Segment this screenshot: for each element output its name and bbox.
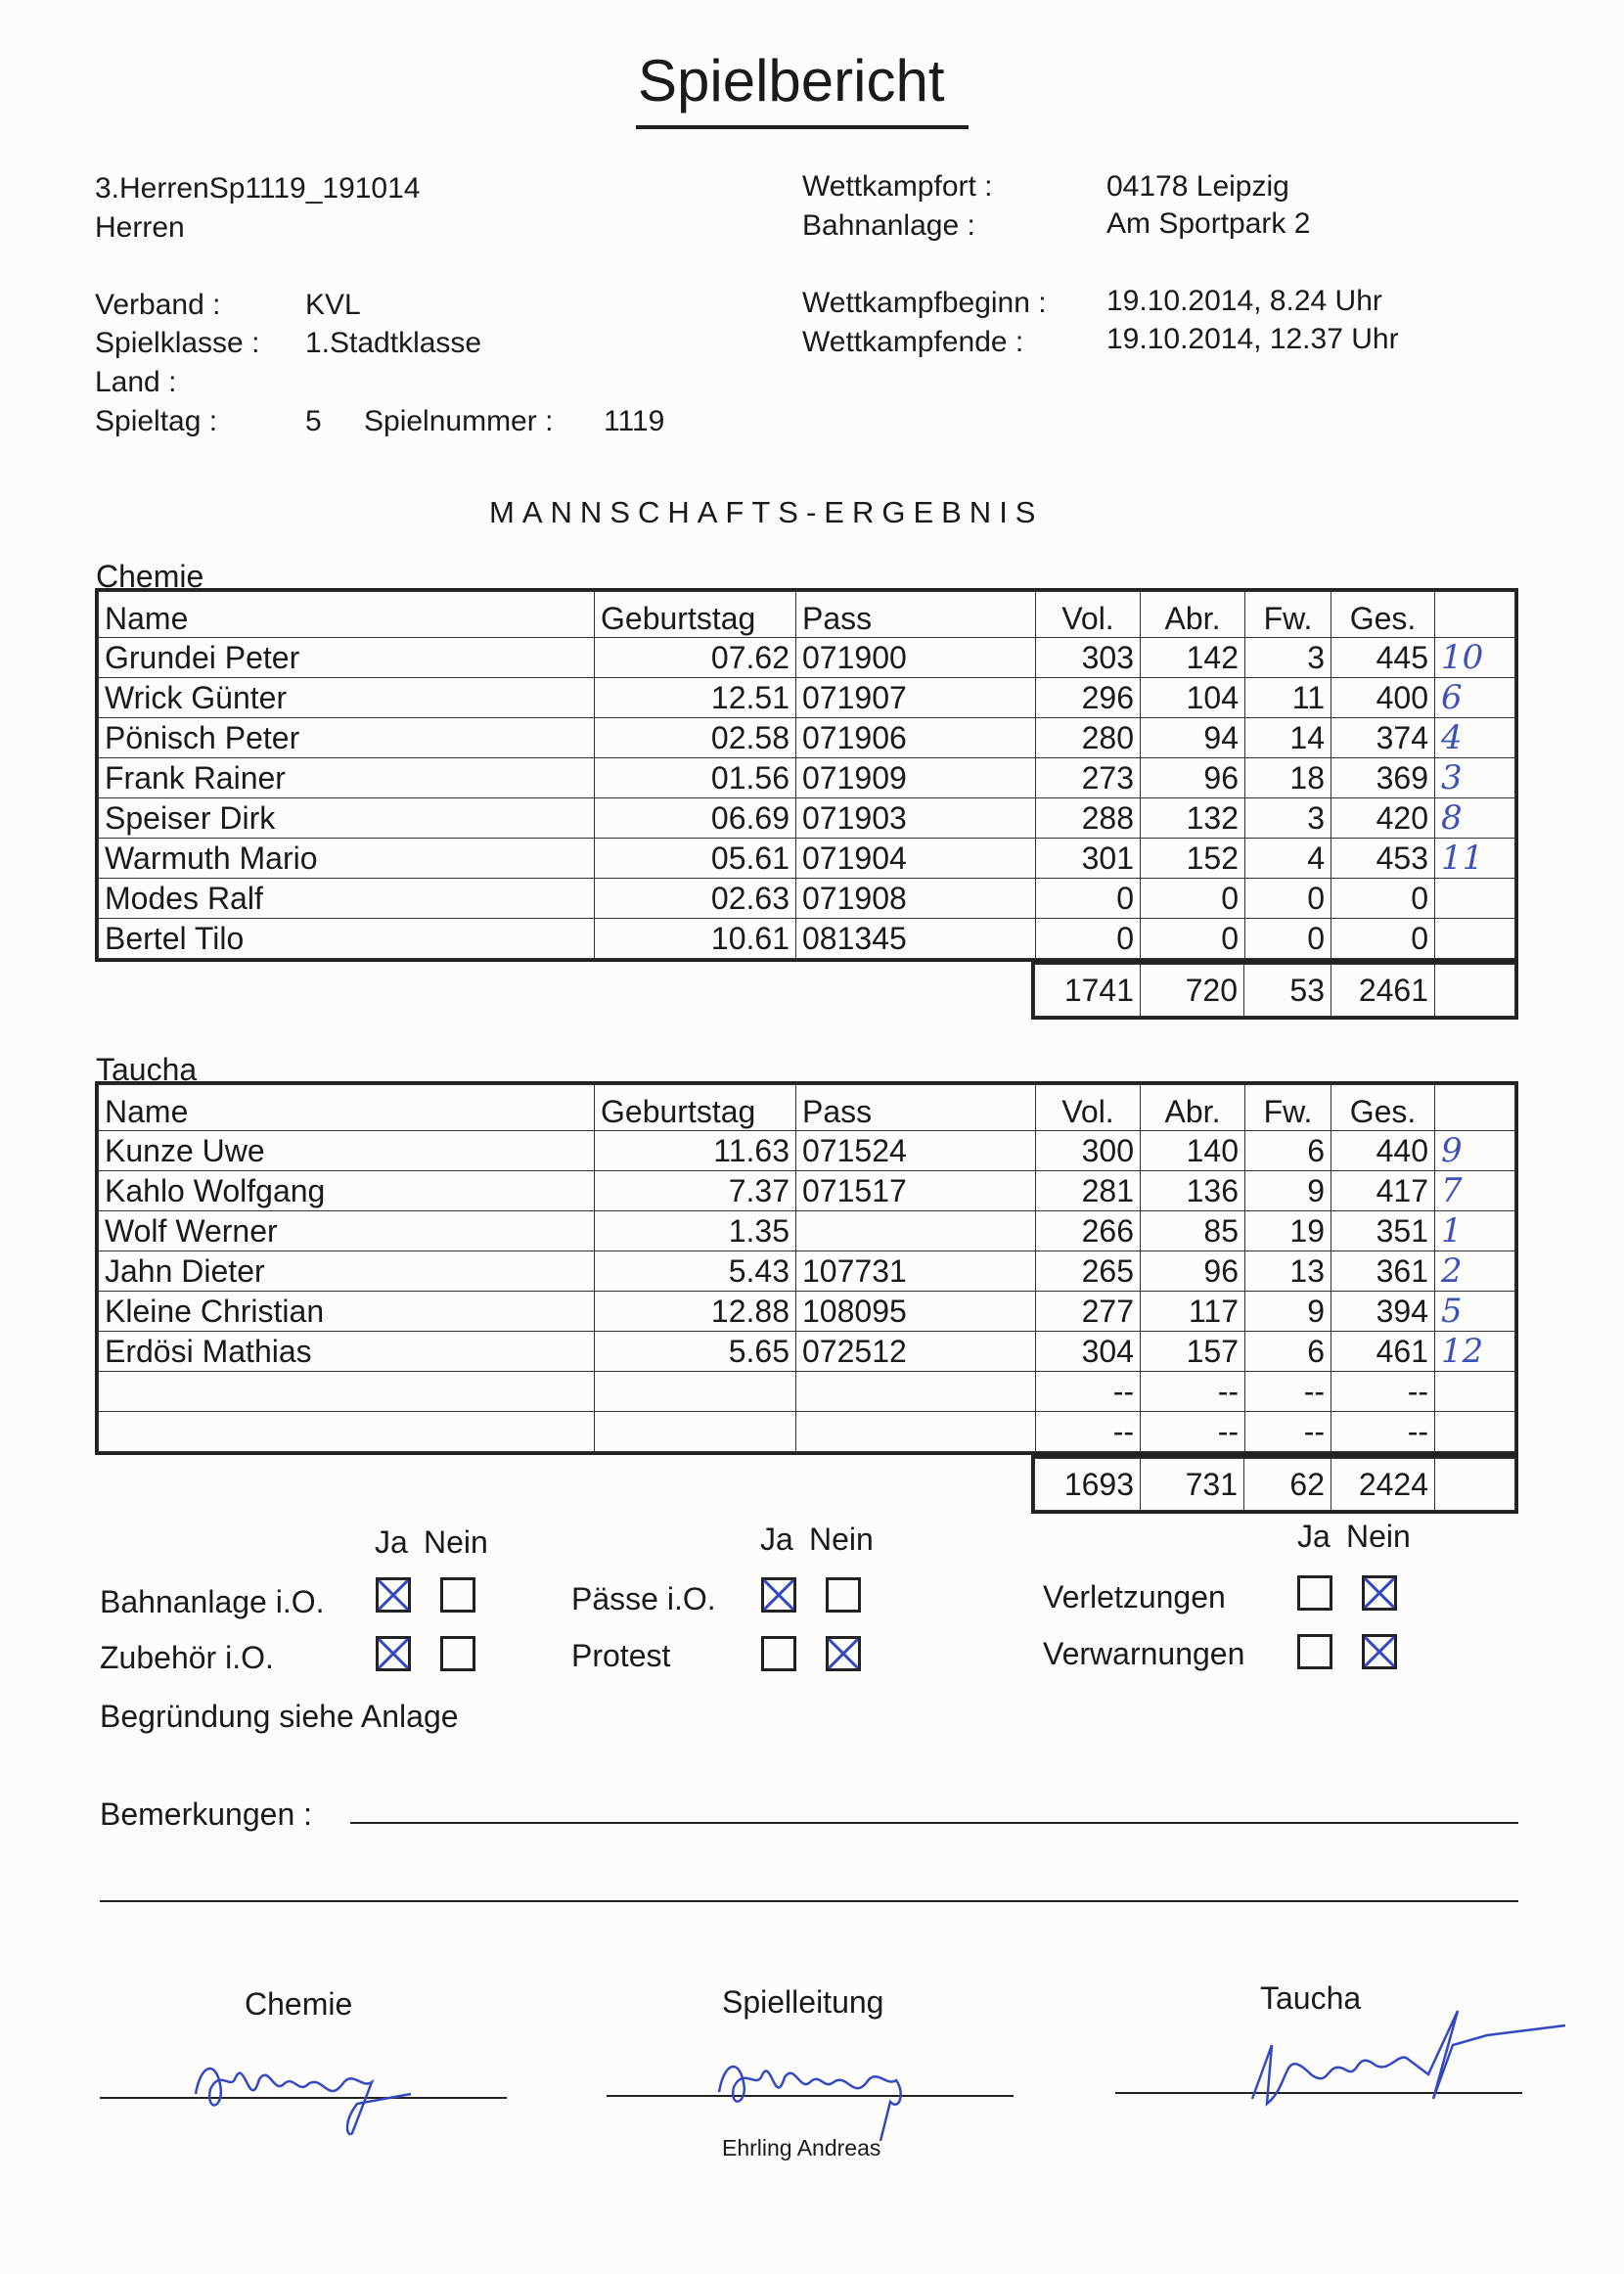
begruendung-text: Begründung siehe Anlage [100,1699,459,1734]
player-vol: 273 [1036,758,1141,798]
player-abr: 96 [1141,1251,1245,1292]
player-vol: 277 [1036,1292,1141,1332]
team-name-away: Taucha [96,1052,198,1087]
player-rank-handwritten: 3 [1435,758,1515,798]
table-row [99,678,1515,718]
verband-value: KVL [305,289,361,321]
check-label-paesse: Pässe i.O. [571,1581,716,1616]
table-row [99,718,1515,758]
player-abr: 152 [1141,839,1245,879]
player-abr: 157 [1141,1332,1245,1372]
signature-label-home: Chemie [245,1986,353,2022]
player-name [99,1372,595,1412]
player-vol: 304 [1036,1332,1141,1372]
table-row [99,1211,1515,1251]
team-name-home: Chemie [96,559,204,594]
wettkampfort-label: Wettkampfort : [802,170,993,203]
spieltag-value: 5 [305,405,322,437]
player-abr: -- [1141,1372,1245,1412]
player-abr: 140 [1141,1131,1245,1171]
table-row [99,638,1515,678]
player-fw: 9 [1245,1171,1331,1211]
player-name: Wrick Günter [99,678,595,718]
player-vol: 280 [1036,718,1141,758]
table-row [99,839,1515,879]
player-ges: 374 [1331,718,1435,758]
player-ges: -- [1331,1372,1435,1412]
player-pass: 071524 [796,1131,1036,1171]
verletzungen-nein-checkbox[interactable] [1362,1575,1397,1611]
player-vol: 266 [1036,1211,1141,1251]
player-pass: 071904 [796,839,1036,879]
player-birthday: 02.63 [595,879,796,919]
player-rank-handwritten [1435,1412,1515,1452]
ja-header-col2: Ja [760,1522,793,1557]
zubehoer-nein-checkbox[interactable] [440,1636,475,1671]
player-vol: 0 [1036,919,1141,959]
wettkampfort-value: 04178 Leipzig [1106,170,1289,203]
spielklasse-label: Spielklasse : [95,327,260,359]
player-ges: 0 [1331,919,1435,959]
player-abr: 96 [1141,758,1245,798]
player-vol: 265 [1036,1251,1141,1292]
player-vol: 281 [1036,1171,1141,1211]
player-birthday: 05.61 [595,839,796,879]
player-fw: 14 [1245,718,1331,758]
player-rank-handwritten [1435,1372,1515,1412]
column-header: Pass [796,1085,1036,1131]
bahnanlage-value: Am Sportpark 2 [1106,207,1311,240]
bemerkungen-label: Bemerkungen : [100,1796,313,1832]
player-pass: 072512 [796,1332,1036,1372]
player-birthday: 1.35 [595,1211,796,1251]
rank-header [1435,592,1515,638]
player-name: Bertel Tilo [99,919,595,959]
table-row [99,1412,1515,1452]
bahnanlage-nein-checkbox[interactable] [440,1577,475,1613]
player-rank-handwritten: 12 [1435,1332,1515,1372]
column-header: Fw. [1245,1085,1331,1131]
player-fw: 3 [1245,798,1331,839]
total-abr: 720 [1141,965,1244,1017]
column-header: Abr. [1141,592,1245,638]
spielnummer-value: 1119 [604,405,665,437]
player-name: Warmuth Mario [99,839,595,879]
player-fw: 6 [1245,1332,1331,1372]
player-pass: 071907 [796,678,1036,718]
player-birthday: 06.69 [595,798,796,839]
player-birthday [595,1412,796,1452]
signature-label-official: Spielleitung [722,1984,884,2020]
results-table-away [98,1084,1515,1452]
ende-label: Wettkampfende : [802,326,1024,358]
player-fw: 0 [1245,919,1331,959]
player-ges: 453 [1331,839,1435,879]
total-vol: 1741 [1035,965,1141,1017]
player-rank-handwritten: 4 [1435,718,1515,758]
player-name: Kunze Uwe [99,1131,595,1171]
player-fw: -- [1245,1372,1331,1412]
player-abr: 136 [1141,1171,1245,1211]
player-birthday: 10.61 [595,919,796,959]
player-name: Wolf Werner [99,1211,595,1251]
column-header: Vol. [1036,1085,1141,1131]
player-rank-handwritten: 9 [1435,1131,1515,1171]
player-pass: 071909 [796,758,1036,798]
column-header: Pass [796,592,1036,638]
player-pass: 108095 [796,1292,1036,1332]
player-abr: -- [1141,1412,1245,1452]
category: Herren [95,211,185,244]
paesse-nein-checkbox[interactable] [826,1577,861,1613]
total-fw: 62 [1244,1459,1331,1511]
player-vol: 288 [1036,798,1141,839]
player-rank-handwritten: 5 [1435,1292,1515,1332]
player-birthday [595,1372,796,1412]
column-header: Vol. [1036,592,1141,638]
player-abr: 0 [1141,879,1245,919]
player-vol: 303 [1036,638,1141,678]
player-ges: 420 [1331,798,1435,839]
check-label-zubehoer: Zubehör i.O. [100,1640,274,1675]
zubehoer-ja-checkbox[interactable] [376,1636,411,1671]
column-header: Ges. [1331,592,1435,638]
total-empty [1435,1459,1515,1511]
player-name: Pönisch Peter [99,718,595,758]
player-abr: 0 [1141,919,1245,959]
nein-header-col2: Nein [809,1522,874,1557]
total-vol: 1693 [1035,1459,1141,1511]
bahnanlage-label: Bahnanlage : [802,209,975,242]
player-rank-handwritten [1435,919,1515,959]
player-name: Erdösi Mathias [99,1332,595,1372]
signature-label-away: Taucha [1260,1980,1362,2016]
player-name: Frank Rainer [99,758,595,798]
player-birthday: 01.56 [595,758,796,798]
column-header: Fw. [1245,592,1331,638]
table-row [99,1332,1515,1372]
total-abr: 731 [1141,1459,1244,1511]
protest-ja-checkbox[interactable] [761,1636,796,1671]
player-rank-handwritten: 7 [1435,1171,1515,1211]
player-fw: 0 [1245,879,1331,919]
bahnanlage-ja-checkbox[interactable] [376,1577,411,1613]
player-vol: 301 [1036,839,1141,879]
bemerkungen-line-2[interactable] [100,1900,1518,1902]
player-pass [796,1372,1036,1412]
ende-value: 19.10.2014, 12.37 Uhr [1106,323,1399,355]
player-name: Jahn Dieter [99,1251,595,1292]
player-ges: 0 [1331,879,1435,919]
player-birthday: 02.58 [595,718,796,758]
player-pass: 071517 [796,1171,1036,1211]
bemerkungen-line-1[interactable] [350,1822,1518,1824]
spielklasse-value: 1.Stadtklasse [305,327,482,359]
player-name [99,1412,595,1452]
player-birthday: 5.43 [595,1251,796,1292]
table-row [99,1251,1515,1292]
column-header: Ges. [1331,1085,1435,1131]
player-fw: 19 [1245,1211,1331,1251]
check-label-verwarnungen: Verwarnungen [1043,1636,1245,1671]
player-pass: 081345 [796,919,1036,959]
check-label-bahnanlage: Bahnanlage i.O. [100,1584,325,1619]
table-header-row [99,1085,1515,1131]
table-row [99,1372,1515,1412]
totals-table-home [1034,964,1515,1017]
signature-away [1233,2006,1575,2114]
protest-nein-checkbox[interactable] [826,1636,861,1671]
ja-header-col1: Ja [375,1524,408,1560]
player-fw: 9 [1245,1292,1331,1332]
player-birthday: 12.51 [595,678,796,718]
player-name: Kleine Christian [99,1292,595,1332]
player-vol: 296 [1036,678,1141,718]
player-abr: 142 [1141,638,1245,678]
verletzungen-ja-checkbox[interactable] [1297,1575,1332,1611]
land-label: Land : [95,366,177,398]
player-fw: 6 [1245,1131,1331,1171]
player-abr: 85 [1141,1211,1245,1251]
player-vol: 0 [1036,879,1141,919]
player-rank-handwritten [1435,879,1515,919]
verwarnungen-nein-checkbox[interactable] [1362,1634,1397,1669]
player-ges: 351 [1331,1211,1435,1251]
player-pass: 071906 [796,718,1036,758]
player-pass: 071903 [796,798,1036,839]
player-birthday: 12.88 [595,1292,796,1332]
player-rank-handwritten: 11 [1435,839,1515,879]
player-abr: 94 [1141,718,1245,758]
check-label-protest: Protest [571,1638,671,1673]
player-ges: 440 [1331,1131,1435,1171]
player-ges: 394 [1331,1292,1435,1332]
paesse-ja-checkbox[interactable] [761,1577,796,1613]
table-header-row [99,592,1515,638]
table-row [99,1292,1515,1332]
title-underline [636,125,969,129]
nein-header-col1: Nein [424,1524,488,1560]
player-fw: 3 [1245,638,1331,678]
table-row [99,798,1515,839]
player-rank-handwritten: 2 [1435,1251,1515,1292]
player-ges: 361 [1331,1251,1435,1292]
rank-header [1435,1085,1515,1131]
player-pass: 071900 [796,638,1036,678]
player-pass: 107731 [796,1251,1036,1292]
signature-official [704,2033,959,2141]
player-ges: 417 [1331,1171,1435,1211]
player-fw: -- [1245,1412,1331,1452]
player-name: Speiser Dirk [99,798,595,839]
table-row [99,1131,1515,1171]
player-ges: -- [1331,1412,1435,1452]
beginn-label: Wettkampfbeginn : [802,287,1047,319]
signature-home [176,2035,430,2143]
spielnummer-label: Spielnummer : [364,405,554,437]
match-code: 3.HerrenSp1119_191014 [95,172,421,205]
total-fw: 53 [1244,965,1331,1017]
player-vol: -- [1036,1372,1141,1412]
table-row [99,879,1515,919]
player-abr: 117 [1141,1292,1245,1332]
player-fw: 11 [1245,678,1331,718]
table-row [99,919,1515,959]
player-pass [796,1211,1036,1251]
total-ges: 2461 [1331,965,1435,1017]
table-row [99,1171,1515,1211]
player-ges: 445 [1331,638,1435,678]
player-name: Grundei Peter [99,638,595,678]
spieltag-label: Spieltag : [95,405,218,437]
column-header: Geburtstag [595,592,796,638]
column-header: Geburtstag [595,1085,796,1131]
player-abr: 104 [1141,678,1245,718]
column-header: Name [99,1085,595,1131]
ja-header-col3: Ja [1297,1519,1331,1554]
player-ges: 400 [1331,678,1435,718]
totals-table-away [1034,1458,1515,1511]
column-header: Name [99,592,595,638]
verwarnungen-ja-checkbox[interactable] [1297,1634,1332,1669]
player-rank-handwritten: 6 [1435,678,1515,718]
player-name: Modes Ralf [99,879,595,919]
player-ges: 369 [1331,758,1435,798]
player-vol: -- [1036,1412,1141,1452]
verband-label: Verband : [95,289,221,321]
player-birthday: 5.65 [595,1332,796,1372]
nein-header-col3: Nein [1346,1519,1411,1554]
total-empty [1435,965,1515,1017]
player-fw: 13 [1245,1251,1331,1292]
results-table-home [98,591,1515,959]
player-rank-handwritten: 8 [1435,798,1515,839]
check-label-verletzungen: Verletzungen [1043,1579,1226,1615]
player-rank-handwritten: 1 [1435,1211,1515,1251]
player-abr: 132 [1141,798,1245,839]
player-ges: 461 [1331,1332,1435,1372]
player-birthday: 7.37 [595,1171,796,1211]
player-vol: 300 [1036,1131,1141,1171]
official-name: Ehrling Andreas [722,2135,881,2160]
player-fw: 4 [1245,839,1331,879]
column-header: Abr. [1141,1085,1245,1131]
player-fw: 18 [1245,758,1331,798]
player-name: Kahlo Wolfgang [99,1171,595,1211]
table-row [99,758,1515,798]
player-birthday: 07.62 [595,638,796,678]
player-pass [796,1412,1036,1452]
player-birthday: 11.63 [595,1131,796,1171]
player-pass: 071908 [796,879,1036,919]
beginn-value: 19.10.2014, 8.24 Uhr [1106,285,1382,317]
results-heading: MANNSCHAFTS-ERGEBNIS [489,495,1044,529]
total-ges: 2424 [1331,1459,1435,1511]
player-rank-handwritten: 10 [1435,638,1515,678]
page-title: Spielbericht [638,48,945,114]
